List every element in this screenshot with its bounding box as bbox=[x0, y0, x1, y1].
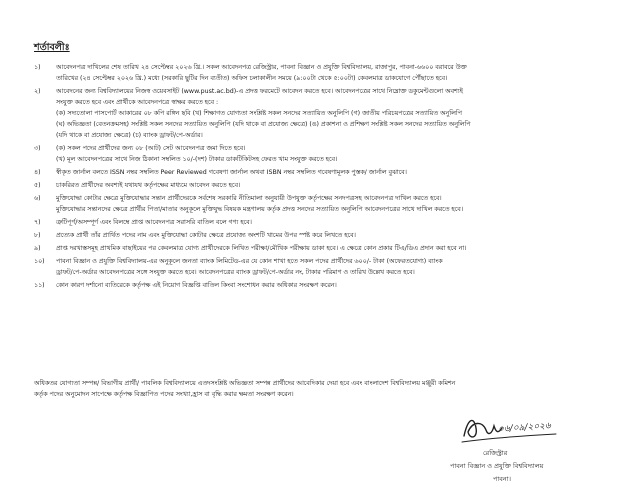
term-number: ৬) bbox=[34, 195, 41, 202]
term-line: (খ) মূল আবেদনপত্রের সাথে নিজ ঠিকানা সম্বলিত ১০/-(দশ) টাকার ডাকটিকিটসহ ফেরত খাম সংযুক্ত করতে হবে। bbox=[56, 156, 338, 163]
term-body bbox=[56, 167, 616, 178]
term-body bbox=[56, 193, 616, 215]
term-body bbox=[56, 143, 616, 165]
term-item bbox=[32, 243, 616, 254]
term-item bbox=[32, 217, 616, 228]
term-item bbox=[32, 280, 616, 291]
term-item bbox=[32, 180, 616, 191]
term-number: ৯) bbox=[34, 245, 41, 252]
terms-list bbox=[32, 62, 616, 293]
term-line: (ঘ) অভিজ্ঞতা (বেতনক্রমসহ) সংশ্লিষ্ট সকল সনদের সত্যায়িত অনুলিপি (যদি থাকে বা প্রযোজ্য ক্ষেত্রে) (ঙ) প্রকাশনা ও প্রশিক্ষণ সংশ্লিষ্ট সকল সনদের সত্যায়িত অনুলিপি bbox=[56, 121, 471, 128]
terms-title: শর্তাবলীঃ bbox=[34, 42, 70, 53]
term-line: তারিখের (২৪ সেপ্টেম্বর ২০২৬ খ্রি.) মধ্যে (সরকারি ছুটির দিন ব্যতীত) অফিস চলাকালীন সময়ে (৯:০০টা থেকে ৫:০০টা) কেবলমাত্র ডাকযোগে পৌঁছাতে হবে। bbox=[56, 75, 448, 82]
term-number: ৫) bbox=[34, 182, 41, 189]
term-line: মুক্তিযোদ্ধা কোটার ক্ষেত্রে মুক্তিযোদ্ধার সন্তান প্রার্থীদেরকে সর্বশেষ সরকারি নীতিমালা অনুযায়ী উপযুক্ত কর্তৃপক্ষের সনদপত্রসহ আবেদনপত্র দাখিল করতে হবে। bbox=[56, 195, 442, 202]
term-item bbox=[32, 143, 616, 165]
term-line: (ক) সদ্যতোলা পাসপোর্ট আকারের ০৮ কপি রঙ্গিন ছবি (খ) শিক্ষাগত যোগ্যতা সংশ্লিষ্ট সকল সনদের সত্যায়িত অনুলিপি (গ) জাতীয় পরিচয়পত্রের সত্যায়িত অনুলিপি bbox=[56, 110, 462, 117]
signatory-role: রেজিস্ট্রার bbox=[483, 449, 508, 457]
term-line: ড্রাফট/পে-অর্ডার আবেদনপত্রের সঙ্গে সংযুক্ত করতে হবে। আবেদনপত্রের ব্যাংক ড্রাফট/পে-অর্ডার নং, টাকার পরিমাণ ও তারিখ উল্লেখ করতে হবে। bbox=[56, 269, 415, 276]
term-line: স্বীকৃত জার্নাল বলতে ISSN নম্বর সম্বলিত Peer Reviewed গবেষণা জার্নাল অথবা ISBN নম্বর সম্বলিত গবেষণামূলক পুস্তক/ জার্নাল বুঝাবে। bbox=[56, 169, 407, 176]
term-line: (যদি থাকে বা প্রযোজ্য ক্ষেত্রে) (চ) ব্যাংক ড্রাফট/পে-অর্ডার। bbox=[56, 132, 203, 139]
term-line: আবেদনপত্র দাখিলের শেষ তারিখ ২৪ সেপ্টেম্বর ২০২৬ খ্রি.। সকল আবেদনপত্র রেজিস্ট্রার, পাবনা বিজ্ঞান ও প্রযুক্তি বিশ্ববিদ্যালয়, রাজাপুর, পাবনা-৬৬০০ বরাবরে উক্ত bbox=[56, 64, 467, 71]
term-line: আবেদনের জন্য বিশ্ববিদ্যালয়ের নিজস্ব ওয়েবসাইট (www.pust.ac.bd)-এ প্রদত্ত ফরমেটে আবেদন করতে হবে। আবেদনপত্রের সাথে নিম্নোক্ত ডকুমেন্টগুলো অবশ্যই bbox=[56, 88, 463, 95]
term-body bbox=[56, 280, 616, 291]
term-line: কোন কারণ দর্শানো ব্যতিরেকে কর্তৃপক্ষ এই নিয়োগ বিজ্ঞপ্তি বাতিল কিংবা সংশোধন করার অধিকার সংরক্ষণ করেন। bbox=[56, 282, 337, 289]
footer-note bbox=[34, 378, 614, 400]
term-body bbox=[56, 62, 616, 84]
term-number: ১) bbox=[34, 64, 41, 71]
footer-line: অধিকতর যোগ্যতা সম্পন্ন/ বিভাগীয় প্রার্থী/ পাবলিক বিশ্ববিদ্যালয়ে এতদসংশ্লিষ্ট অভিজ্ঞতা সম্পন্ন প্রার্থীদের আবেদিকার দেয়া হবে এবং বাংলাদেশ বিশ্ববিদ্যালয় মঞ্জুরী কমিশন bbox=[34, 380, 456, 387]
term-number: ২) bbox=[34, 88, 41, 95]
term-line: প্রাপ্ত দরখাস্তসমূহ প্রাথমিক বাছাইয়ের পর কেবলমাত্র যোগ্য প্রার্থীদেরকে লিখিত পরীক্ষা/মৌখিক পরীক্ষায় ডাকা হবে। এ ক্ষেত্রে কোন প্রকার টিএ/ডিএ প্রদান করা হবে না। bbox=[56, 245, 467, 252]
footer-line: কর্তৃক পদের অনুমোদন সাপেক্ষে কর্তৃপক্ষ বিজ্ঞাপিত পদের সংখ্যা,হ্রাস বা বৃদ্ধি করার ক্ষমতা সংরক্ষণ করেন। bbox=[34, 391, 294, 398]
term-item bbox=[32, 62, 616, 84]
term-body bbox=[56, 230, 616, 241]
term-number: ৭) bbox=[34, 219, 41, 226]
term-line: সংযুক্ত করতে হবে এবং প্রার্থীকে আবেদনপত্রে স্বাক্ষর করতে হবে : bbox=[56, 99, 219, 106]
term-body bbox=[56, 86, 616, 141]
term-number: ৩) bbox=[34, 145, 41, 152]
term-number: ১১) bbox=[34, 282, 45, 289]
signature-block bbox=[420, 410, 620, 490]
term-number: ১০) bbox=[34, 258, 45, 265]
term-body bbox=[56, 180, 616, 191]
term-line: চাকরিরত প্রার্থীদের অবশ্যই যথাযথ কর্তৃপক্ষের মাধ্যমে আবেদন করতে হবে। bbox=[56, 182, 241, 189]
term-item bbox=[32, 193, 616, 215]
term-number: ৮) bbox=[34, 232, 41, 239]
term-line: ত্রুটিপূর্ণ/অসম্পূর্ণ এবং বিলম্বে প্রাপ্ত আবেদনপত্র সরাসরি বাতিল বলে গণ্য হবে। bbox=[56, 219, 252, 226]
term-item bbox=[32, 86, 616, 141]
signatory-organization: পাবনা বিজ্ঞান ও প্রযুক্তি বিশ্ববিদ্যালয় bbox=[450, 462, 544, 470]
term-line: পাবনা বিজ্ঞান ও প্রযুক্তি বিশ্ববিদ্যালয়-এর অনুকূলে জনতা ব্যাংক লিমিটেড-এর যে কোন শাখা হতে সকল পদের প্রার্থীদের ৬০০/- টাকা (অফেরতযোগ্য) ব্যাংক bbox=[56, 258, 443, 265]
signature-date: ০৬/০৯/২০২৬ bbox=[497, 421, 552, 435]
term-line: (ক) সকল পদের প্রার্থীদের জন্য ০৮ (আট) সেট আবেদনপত্র জমা দিতে হবে। bbox=[56, 145, 246, 152]
term-line: প্রত্যেক প্রার্থী তাঁর প্রার্থিত পদের নাম এবং মুক্তিযোদ্ধা কোটার ক্ষেত্রে প্রযোজ্য অংশটি খামের উপর স্পষ্ট করে লিখতে হবে। bbox=[56, 232, 356, 239]
term-body bbox=[56, 256, 616, 278]
term-body bbox=[56, 217, 616, 228]
term-line: মুক্তিযোদ্ধার সন্তানদের ক্ষেত্রে প্রার্থীর পিতা/মাতার অনুকূলে মুক্তিযুদ্ধ বিষয়ক মন্ত্রণালয় কর্তৃক প্রদত্ত সনদের সত্যায়িত অনুলিপি আবেদনপত্রের সাথে দাখিল করতে হবে। bbox=[56, 206, 464, 213]
term-item bbox=[32, 230, 616, 241]
term-item bbox=[32, 256, 616, 278]
term-number: ৪) bbox=[34, 169, 41, 176]
signatory-place: পাবনা। bbox=[493, 475, 512, 483]
term-body bbox=[56, 243, 616, 254]
term-item bbox=[32, 167, 616, 178]
